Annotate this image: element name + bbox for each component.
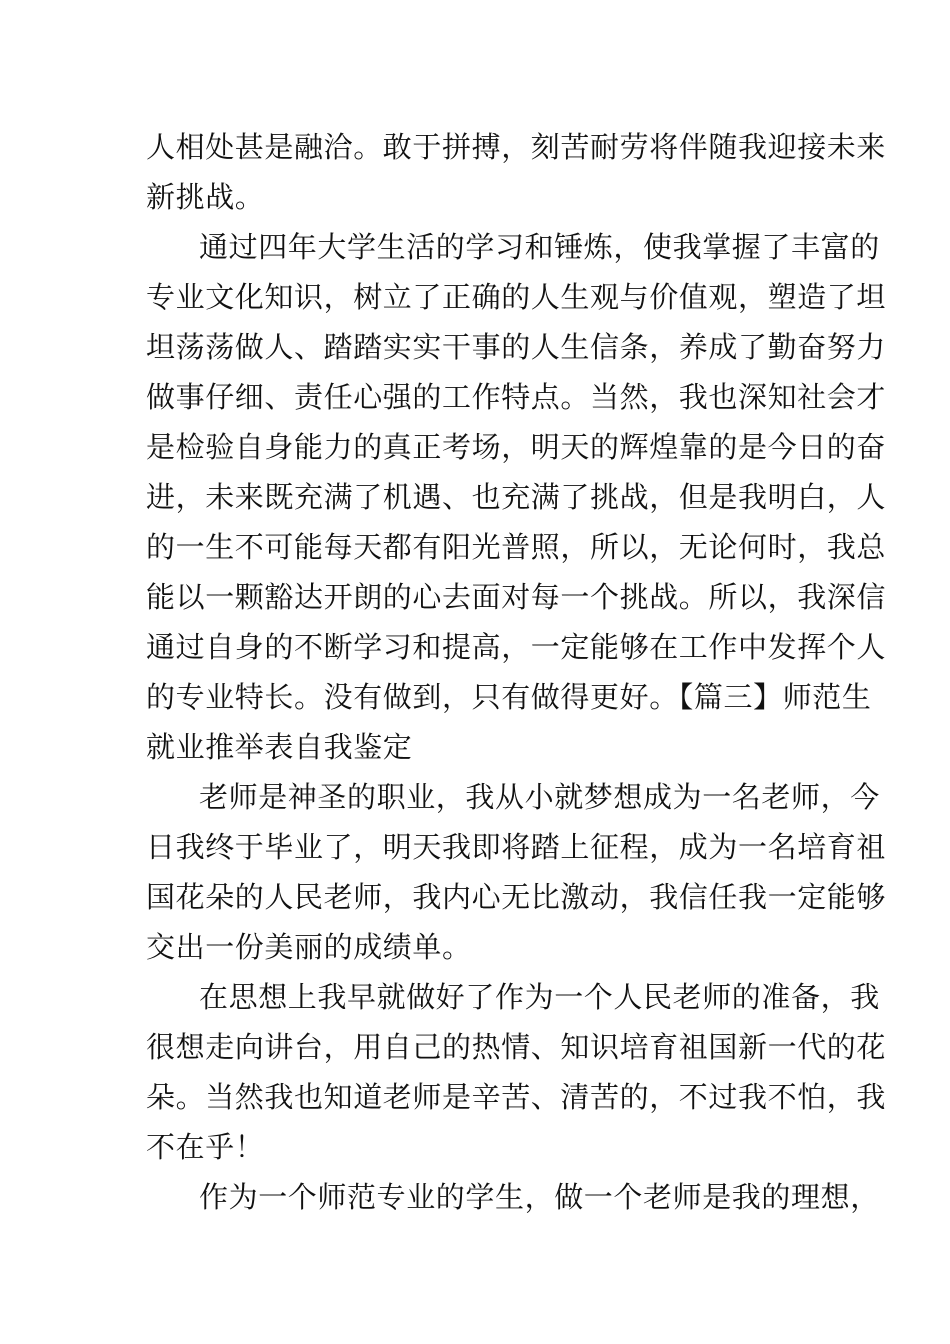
- text-line: 的一生不可能每天都有阳光普照，所以，无论何时，我总: [146, 530, 887, 564]
- paragraph-2: [146, 222, 887, 772]
- text-line: 专业文化知识，树立了正确的人生观与价值观，塑造了坦: [146, 280, 887, 314]
- paragraph-4: [146, 972, 887, 1172]
- text-line: 人相处甚是融洽。敢于拼搏，刻苦耐劳将伴随我迎接未来: [146, 130, 887, 164]
- text-line: 国花朵的人民老师，我内心无比激动，我信任我一定能够: [146, 880, 887, 914]
- text-line: 日我终于毕业了，明天我即将踏上征程，成为一名培育祖: [146, 830, 887, 864]
- text-line: 就业推举表自我鉴定: [146, 730, 413, 764]
- text-line: 是检验自身能力的真正考场，明天的辉煌靠的是今日的奋: [146, 430, 887, 464]
- text-line: 新挑战。: [146, 180, 265, 214]
- text-line: 进，未来既充满了机遇、也充满了挑战，但是我明白，人: [146, 480, 887, 514]
- paragraph-3: [146, 772, 887, 972]
- text-line: 老师是神圣的职业，我从小就梦想成为一名老师，今: [199, 780, 880, 814]
- text-line: 的专业特长。没有做到，只有做得更好。【篇三】师范生: [146, 680, 872, 714]
- document-body: [146, 122, 887, 1222]
- text-line: 能以一颗豁达开朗的心去面对每一个挑战。所以，我深信: [146, 580, 887, 614]
- text-line: 做事仔细、责任心强的工作特点。当然，我也深知社会才: [146, 380, 887, 414]
- text-line: 交出一份美丽的成绩单。: [146, 930, 472, 964]
- paragraph-1: [146, 122, 887, 222]
- text-line: 通过四年大学生活的学习和锤炼，使我掌握了丰富的: [199, 230, 880, 264]
- paragraph-5: [146, 1172, 880, 1222]
- text-line: 坦荡荡做人、踏踏实实干事的人生信条，养成了勤奋努力: [146, 330, 887, 364]
- text-line: 朵。当然我也知道老师是辛苦、清苦的，不过我不怕，我: [146, 1080, 887, 1114]
- text-line: 不在乎！: [146, 1130, 265, 1164]
- text-line: 作为一个师范专业的学生，做一个老师是我的理想，: [199, 1180, 880, 1214]
- text-line: 很想走向讲台，用自己的热情、知识培育祖国新一代的花: [146, 1030, 887, 1064]
- text-line: 通过自身的不断学习和提高，一定能够在工作中发挥个人: [146, 630, 887, 664]
- text-line: 在思想上我早就做好了作为一个人民老师的准备，我: [199, 980, 880, 1014]
